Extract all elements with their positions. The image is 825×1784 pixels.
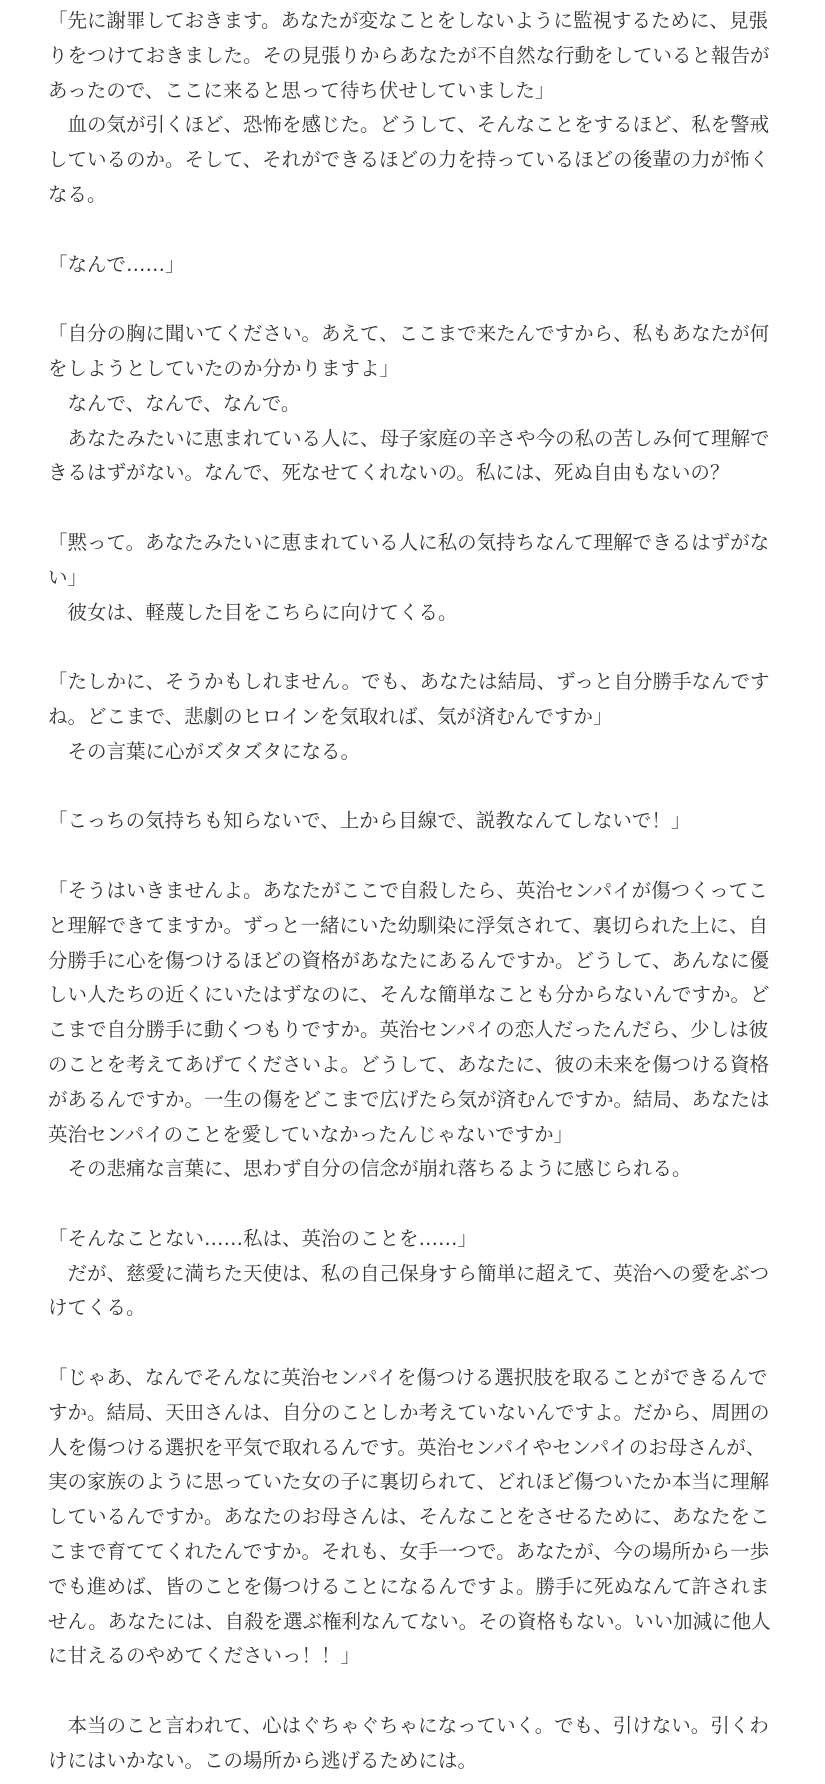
paragraph: なんで、なんで、なんで。 [48,391,301,415]
paragraph: その悲痛な言葉に、思わず自分の信念が崩れ落ちるように感じられる。 [48,1157,692,1181]
paragraph: 「先に謝罪しておきます。あなたが変なことをしないように監視するために、見張りをつけておきました。その見張りからあなたが不自然な行動をしていると報告があったので、ここに来ると思って待ち伏せしていました」 [48,9,770,102]
paragraph: 「こっちの気持ちも知らないで、上から目線で、説教なんてしないで！」 [48,809,691,833]
paragraph: 「たしかに、そうかもしれません。でも、あなたは結局、ずっと自分勝手なんですね。どこまで、悲劇のヒロインを気取れば、気が済むんですか」 [48,670,770,728]
paragraph-spacer [48,213,781,248]
paragraph-spacer [48,282,781,317]
paragraph: 「黙って。あなたみたいに恵まれている人に私の気持ちなんて理解できるはずがない」 [48,530,770,589]
paragraph: 血の気が引くほど、恐怖を感じた。どうして、そんなことをするほど、私を警戒しているのか。そして、それができるほどの力を持っているほどの後輩の力が怖くなる。 [48,113,770,206]
paragraph-spacer [48,1187,781,1222]
paragraph-spacer [48,839,781,874]
paragraph: 「自分の胸に聞いてください。あえて、ここまで来たんですから、私もあなたが何をしようとしていたのか分かりますよ」 [48,322,770,380]
paragraph: 彼女は、軽蔑した目をこちらに向けてくる。 [48,600,458,624]
paragraph: その言葉に心がズタズタになる。 [48,739,361,763]
paragraph-spacer [48,1326,781,1361]
paragraph-spacer [48,770,781,805]
paragraph-spacer [48,1674,781,1709]
paragraph: あなたみたいに恵まれている人に、母子家庭の辛さや今の私の苦しみ何て理解できるはずがない。なんで、死なせてくれないの。私には、死ぬ自由もないの？ [48,426,770,485]
paragraph: 「そうはいきませんよ。あなたがここで自殺したら、英治センパイが傷つくってこと理解できてますか。ずっと一緒にいた幼馴染に浮気されて、裏切られた上に、自分勝手に心を傷つけるほどの資格があなたにあるんですか。どうして、あんなに優しい人たちの近くにいたはずなのに、そんな簡単なことも分からないんですか。どこまで自分勝手に動くつもりですか。英治センパイの恋人だったんだら、少しは彼のことを考えてあげてくださいよ。どうして、あなたに、彼の未来を傷つける資格があるんですか。一生の傷をどこまで広げたら気が済むんですか。結局、あなたは英治センパイのことを愛していなかったんじゃないですか」 [48,878,770,1146]
paragraph: 「そんなことない……私は、英治のことを……」 [48,1226,478,1250]
paragraph: 「なんで……」 [48,252,185,276]
paragraph: 「じゃあ、なんでそんなに英治センパイを傷つける選択肢を取ることができるんですか。結局、天田さんは、自分のことしか考えていないんですよ。だから、周囲の人を傷つける選択を平気で取れるんです。英治センパイやセンパイのお母さんが、実の家族のように思っていた女の子に裏切られて、どれほど傷ついたか本当に理解しているんですか。あなたのお母さんは、そんなことをさせるために、あなたをここまで育ててくれたんですか。それも、女手一つで。あなたが、今の場所から一歩でも進めば、皆のことを傷つけることになるんですよ。勝手に死ぬなんて許されません。あなたには、自殺を選ぶ権利なんてない。その資格もない。いい加減に他人に甘えるのやめてくださいっ！！」 [48,1366,771,1668]
paragraph-spacer [48,630,781,665]
paragraph: だが、慈愛に満ちた天使は、私の自己保身すら簡単に超えて、英治への愛をぶつけてくる。 [48,1261,770,1320]
paragraph: 本当のこと言われて、心はぐちゃぐちゃになっていく。でも、引けない。引くわけにはいかない。この場所から逃げるためには。 [48,1714,769,1772]
paragraph-spacer [48,491,781,526]
